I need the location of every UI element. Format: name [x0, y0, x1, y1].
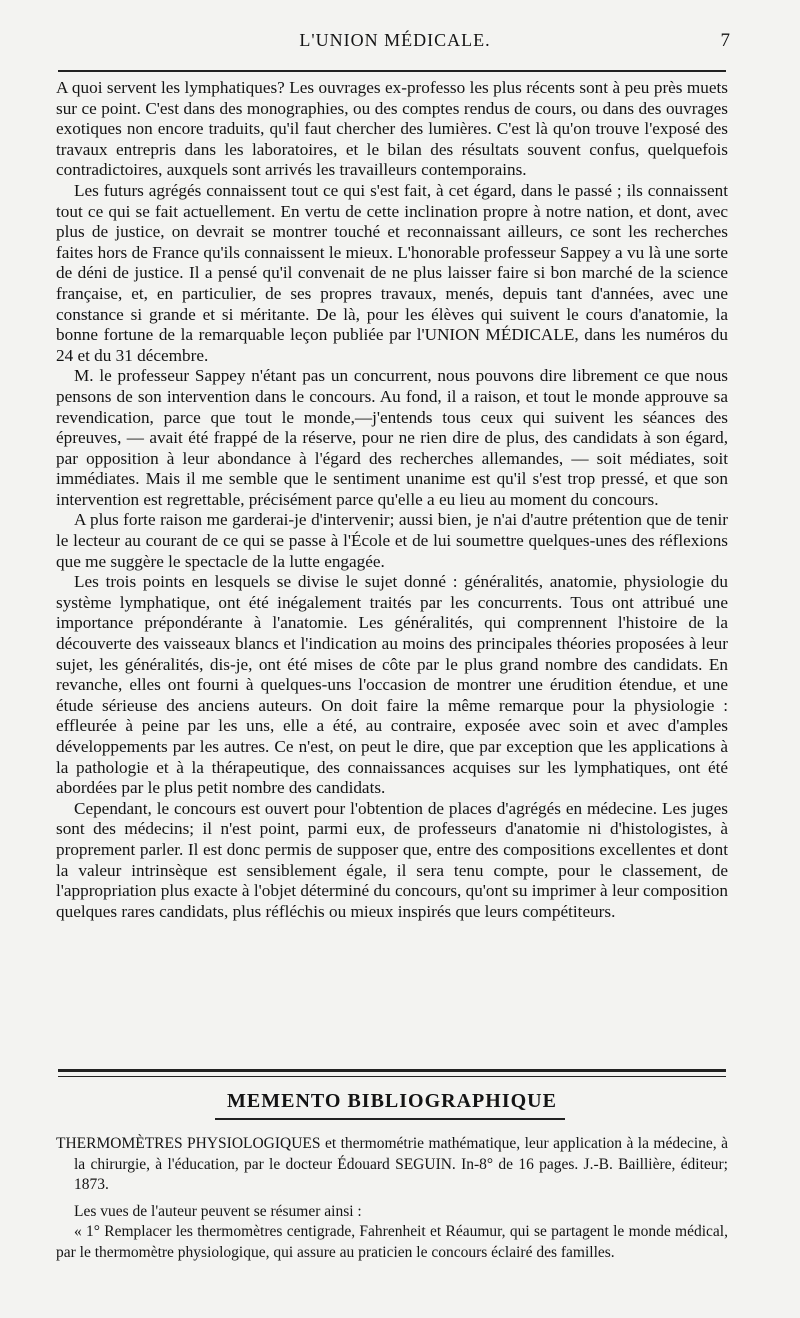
bibliography-section: [56, 1134, 728, 1263]
paragraph: M. le professeur Sappey n'étant pas un concurrent, nous pouvons dire librement ce que nous pensons de son intervention dans le concours. Au fond, il a raison, et tout le monde approuve sa revendication, parce que tout le monde,—j'entends tous ceux qui suivent les séances des épreuves, — avait été frappé de la réserve, pour ne rien dire de plus, des candidats à son égard, par opposition à leur abondance à l'égard des recherches allemandes, — soit médiates, soit immédiates. Mais il me semble que le sentiment unanime est qu'il s'est trop pressé, et que son intervention est regrettable, précisément parce qu'elle a eu lieu au moment du concours.: [56, 366, 728, 509]
running-title: L'UNION MÉDICALE.: [299, 30, 491, 50]
running-head: [60, 30, 730, 56]
section-divider: [58, 1069, 726, 1077]
paragraph: A plus forte raison me garderai-je d'intervenir; aussi bien, je n'ai d'autre prétention que de tenir le lecteur au courant de ce qui se passe à l'École et de lui soumettre quelques-unes des réflexions que me suggère le spectacle de la lutte engagée.: [56, 510, 728, 571]
page-number: 7: [720, 30, 730, 51]
summary-point: « 1° Remplacer les thermomètres centigrade, Fahrenheit et Réaumur, qui se partagent le monde médical, par le thermomètre physiologique, qui assure au praticien le concours éclairé des familles.: [56, 1223, 728, 1261]
paragraph: A quoi servent les lymphatiques? Les ouvrages ex-professo les plus récents sont à peu près muets sur ce point. C'est dans des monographies, ou des comptes rendus de cours, ou dans des ouvrages exotiques non encore traduits, qu'il faut chercher des lumières. C'est là qu'on trouve l'exposé des travaux entrepris dans les laboratoires, et le bilan des résultats souvent confus, quelquefois contradictoires, auxquels sont arrivés les travailleurs contemporains.: [56, 78, 728, 180]
section-title: MEMENTO BIBLIOGRAPHIQUE: [227, 1090, 557, 1112]
header-rule: [58, 70, 726, 72]
bibliography-entry: THERMOMÈTRES PHYSIOLOGIQUES et thermométrie mathématique, leur application à la médecine, à la chirurgie, à l'éducation, par le docteur Édouard SEGUIN. In-8° de 16 pages. J.-B. Baillière, éditeur; 1873.: [56, 1135, 728, 1193]
paragraph: Les trois points en lesquels se divise le sujet donné : généralités, anatomie, physiologie du système lymphatique, ont été inégalement traités par les concurrents. Tous ont attribué une importance prépondérante à l'anatomie. Les généralités, qui comprennent l'histoire de la découverte des vaisseaux blancs et l'indication au moins des principales théories proposées à leur sujet, les généralités, dis-je, ont été mises de côte par le plus grand nombre des candidats. En revanche, elles ont fourni à quelques-uns l'occasion de montrer une érudition étendue, et une étude sérieuse des anciens auteurs. On doit faire la même remarque pour la physiologie : effleurée à peine par les uns, elle a été, au contraire, exposée avec soin et avec d'amples développements par les autres. Ce n'est, on peut le dire, que par exception que les applications à la pathologie et à la thérapeutique, des connaissances acquises sur les lymphatiques, ont été abordées par le plus petit nombre des candidats.: [56, 572, 728, 798]
paragraph: Les futurs agrégés connaissent tout ce qui s'est fait, à cet égard, dans le passé ; ils connaissent tout ce qui se fait actuellement. En vertu de cette inclination propre à notre nation, et dont, avec plus de justice, on devrait se montrer touché et reconnaissant ailleurs, ce sont les recherches faites hors de France qu'ils connaissent le mieux. L'honorable professeur Sappey a vu là une sorte de déni de justice. Il a pensé qu'il convenait de ne plus laisser faire si bon marché de la science française, et, en particulier, de ses propres travaux, menés, depuis tant d'années, avec une constance si grande et si méritante. De là, pour les élèves qui suivent le cours d'anatomie, la bonne fortune de la remarquable leçon publiée par l'UNION MÉDICALE, dans les numéros du 24 et du 31 décembre.: [56, 180, 728, 365]
section-title-underline: [215, 1118, 565, 1120]
summary-intro: Les vues de l'auteur peuvent se résumer ainsi :: [74, 1202, 362, 1220]
article-body: [56, 78, 728, 922]
paragraph: Cependant, le concours est ouvert pour l'obtention de places d'agrégés en médecine. Les juges sont des médecins; il n'est point, parmi eux, de professeurs d'anatomie ni d'histologistes, à proprement parler. Il est donc permis de supposer que, entre des compositions excellentes et dont la valeur intrinsèque est sensiblement égale, il sera tenu compte, pour le classement, de l'appropriation plus exacte à l'objet déterminé du concours, qu'ont su imprimer à leur composition quelques rares candidats, plus réfléchis ou mieux inspirés que leurs compétiteurs.: [56, 798, 728, 921]
